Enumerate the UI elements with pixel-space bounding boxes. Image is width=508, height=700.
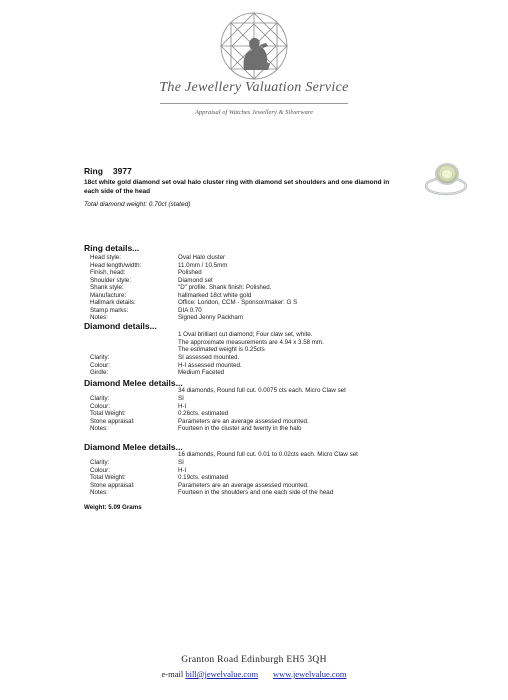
brand-title: The Jewellery Valuation Service [159,80,349,95]
field-label: Clarity: [90,459,110,466]
field-value: Medium Faceted [178,369,225,376]
footer-contact [0,669,508,679]
ring-description: 18ct white gold diamond set oval halo cluster ring with diamond set shoulders and one diamond in each side of the head [84,179,390,195]
field-label: Girdle: [90,369,109,376]
field-label: Head style: [90,254,121,261]
field-label: Notes: [90,425,108,432]
field-label: Colour: [90,361,110,369]
ring-number: 3977 [112,166,132,176]
field-value: H-I assessed mounted. [178,361,242,369]
field-value: SI [178,459,184,466]
field-label: Colour: [90,402,110,410]
ring-heading [84,166,142,176]
ring-label: Ring [84,166,103,176]
melee-1-heading: Diamond Melee details... [84,378,183,388]
field-label: Manufacture: [90,291,127,299]
field-value: SI [178,395,184,402]
brand-subtitle: Appraisal of Watches Jewellery & Silverware [194,109,314,116]
email-link[interactable]: bill@jewelvalue.com [185,669,259,679]
diamond-intro-line-2: The approximate measurements are 4.94 x 3.58 mm. [178,338,324,346]
field-label: Stamp marks: [90,306,129,314]
footer-address: Granton Road Edinburgh EH5 3QH [181,655,327,665]
diamond-estimated-weight: The estimated weight is 0.25cts [178,346,265,353]
field-value: Fourteen in the cluster and twenty in the halo [178,425,302,432]
total-diamond-weight: Total diamond weight: 0.70ct (stated) [84,201,191,208]
field-value: Polished [178,269,202,276]
field-value: H-I [178,402,187,410]
brand-divider [160,103,348,104]
field-value: Diamond set [178,276,213,284]
field-label: Notes: [90,314,108,321]
ring-details-heading: Ring details... [84,243,140,253]
field-label: Colour: [90,466,110,474]
field-label: Finish, head: [90,269,126,276]
field-value: "D" profile. Shank finish: Polished. [178,284,272,291]
field-value: Parameters are an average assessed mounted. [178,481,309,489]
geometric-logo-icon [218,10,290,82]
field-label: Clarity: [90,354,110,361]
website-link[interactable]: www.jewelvalue.com [272,669,347,679]
field-value: 11.0mm / 10.5mm [178,261,228,269]
melee-2-intro: 16 diamonds, Round full cut. 0.01 to 0.02cts each. Micro Claw set [178,451,358,458]
field-value: Oval Halo cluster [178,254,226,261]
field-value: Signed Jenny Packham [178,314,244,321]
field-label: Head length/width: [90,261,142,269]
field-value: Fourteen in the shoulders and one each side of the head [178,489,334,496]
melee-2-heading: Diamond Melee details... [84,442,183,452]
field-value: Office: London, CCM - Sponsor/maker: G S [178,299,298,306]
field-value: 0.19cts. estimated [178,474,229,481]
diamond-details-heading: Diamond details... [84,321,157,331]
field-label: Clarity: [90,395,110,402]
ring-photo-icon [424,156,468,200]
field-value: Parameters are an average assessed mounted. [178,417,309,425]
field-value: H-I [178,466,187,474]
field-label: Shoulder style: [90,276,131,284]
email-prefix: e-mail [161,669,184,679]
field-value: hallmarked 18ct white gold [178,291,252,299]
field-value: 0.26cts. estimated [178,410,229,417]
item-weight: Weight: 5.09 Grams [84,504,142,511]
field-label: Shank style: [90,284,124,291]
field-label: Notes: [90,489,108,496]
field-label: Total Weight: [90,474,126,481]
field-label: Stone appraisal: [90,417,135,425]
field-label: Total Weight: [90,410,126,417]
field-value: SI assessed mounted. [178,354,240,361]
field-value: DIA 0.70 [178,306,202,314]
field-label: Hallmark details: [90,299,136,306]
field-label: Stone appraisal: [90,481,135,489]
melee-1-intro: 34 diamonds, Round full cut. 0.0075 cts each. Micro Claw set [178,387,346,394]
diamond-intro-line-1: 1 Oval brilliant cut diamond; Four claw set, white. [178,331,313,338]
